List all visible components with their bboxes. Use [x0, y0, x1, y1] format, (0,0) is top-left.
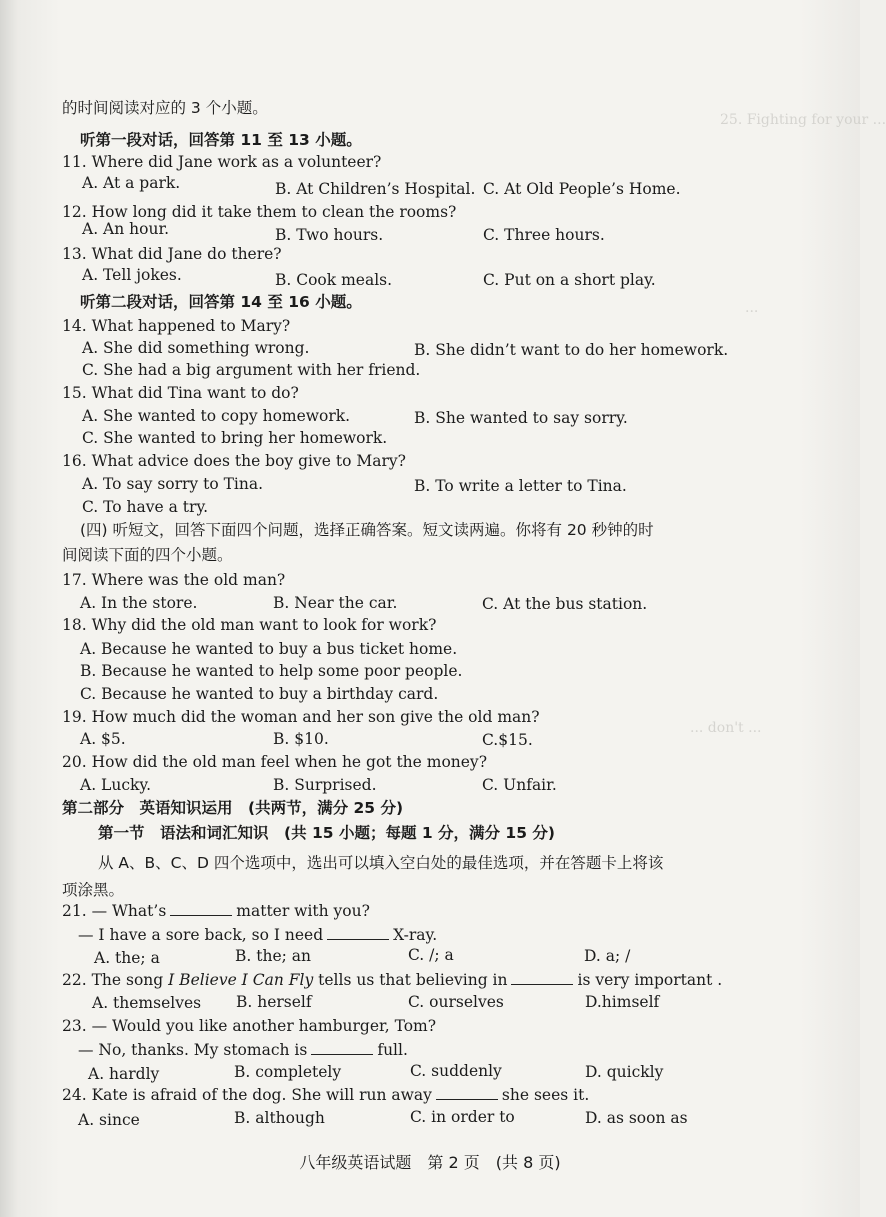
- q23-stem-line1: 23. — Would you like another hamburger, Tom?: [62, 1017, 437, 1035]
- q23-stem2-pre: — No, thanks. My stomach is: [78, 1041, 308, 1059]
- q19-stem: 19. How much did the woman and her son give the old man?: [62, 708, 540, 726]
- q16-option-a: A. To say sorry to Tina.: [82, 475, 264, 493]
- q13-option-b: B. Cook meals.: [275, 271, 393, 289]
- q13-option-a: A. Tell jokes.: [82, 266, 182, 284]
- q21-option-c: C. /; a: [408, 946, 454, 964]
- answer-blank: [436, 1085, 498, 1100]
- bleed-through: 25. Fighting for your ...: [720, 112, 886, 128]
- intro-line: 的时间阅读对应的 3 个小题。: [62, 99, 268, 117]
- q24-option-a: A. since: [78, 1111, 140, 1129]
- bleed-through: ... don't ...: [690, 720, 762, 736]
- q12-option-a: A. An hour.: [82, 220, 170, 238]
- q23-stem2-post: full.: [377, 1041, 408, 1059]
- q23-option-d: D. quickly: [585, 1063, 664, 1081]
- q14-stem: 14. What happened to Mary?: [62, 317, 291, 335]
- q16-option-c: C. To have a try.: [82, 498, 209, 516]
- q22-song-title: I Believe I Can Fly: [168, 971, 314, 989]
- q11-option-c: C. At Old People’s Home.: [483, 180, 681, 198]
- q22-stem-pre: 22. The song: [62, 971, 169, 989]
- dialogue2-heading: 听第二段对话，回答第 14 至 16 小题。: [80, 293, 362, 311]
- answer-blank: [511, 970, 573, 985]
- answer-blank: [311, 1040, 373, 1055]
- section2-title: 第二部分 英语知识运用 (共两节，满分 25 分): [62, 799, 404, 817]
- q22-option-c: C. ourselves: [408, 993, 504, 1011]
- q17-stem: 17. Where was the old man?: [62, 571, 286, 589]
- q22-stem: [62, 970, 722, 990]
- q24-stem-post: she sees it.: [501, 1086, 590, 1104]
- q21-stem-line2: [78, 925, 437, 945]
- q24-option-d: D. as soon as: [585, 1109, 688, 1127]
- q18-option-b: B. Because he wanted to help some poor people.: [80, 662, 463, 680]
- q19-option-a: A. $5.: [80, 730, 126, 748]
- q24-option-b: B. although: [234, 1109, 325, 1127]
- q24-stem: [62, 1085, 589, 1105]
- q23-option-a: A. hardly: [88, 1065, 160, 1083]
- q14-option-c: C. She had a big argument with her friend.: [82, 361, 421, 379]
- q24-stem-pre: 24. Kate is afraid of the dog. She will run away: [62, 1086, 432, 1104]
- q21-stem2-pre: — I have a sore back, so I need: [78, 926, 324, 944]
- q18-option-c: C. Because he wanted to buy a birthday card.: [80, 685, 439, 703]
- q19-option-c: C.$15.: [482, 731, 533, 749]
- q23-stem-line2: [78, 1040, 408, 1060]
- q22-option-d: D.himself: [585, 993, 660, 1011]
- q20-option-b: B. Surprised.: [273, 776, 377, 794]
- q21-option-d: D. a; /: [584, 947, 631, 965]
- section2-instruction-line1: 从 A、B、C、D 四个选项中，选出可以填入空白处的最佳选项，并在答题卡上将该: [98, 854, 664, 872]
- answer-blank: [327, 925, 389, 940]
- q13-option-c: C. Put on a short play.: [483, 271, 656, 289]
- q22-stem-post: is very important .: [577, 971, 723, 989]
- dialogue1-heading: 听第一段对话，回答第 11 至 13 小题。: [80, 131, 362, 149]
- q21-option-a: A. the; a: [94, 949, 160, 967]
- q14-option-a: A. She did something wrong.: [82, 339, 310, 357]
- q23-option-b: B. completely: [234, 1063, 342, 1081]
- q11-stem: 11. Where did Jane work as a volunteer?: [62, 153, 382, 171]
- bleed-through: ...: [745, 300, 759, 316]
- q21-stem1-pre: 21. — What’s: [62, 902, 167, 920]
- q16-option-b: B. To write a letter to Tina.: [414, 477, 627, 495]
- q21-stem1-post: matter with you?: [236, 902, 370, 920]
- q15-stem: 15. What did Tina want to do?: [62, 384, 299, 402]
- q14-option-b: B. She didn’t want to do her homework.: [414, 341, 729, 359]
- q20-stem: 20. How did the old man feel when he got the money?: [62, 753, 488, 771]
- q19-option-b: B. $10.: [273, 730, 329, 748]
- q24-option-c: C. in order to: [410, 1108, 515, 1126]
- q22-option-b: B. herself: [236, 993, 312, 1011]
- q21-stem-line1: [62, 901, 370, 921]
- q13-stem: 13. What did Jane do there?: [62, 245, 282, 263]
- q22-option-a: A. themselves: [92, 994, 202, 1012]
- q12-option-b: B. Two hours.: [275, 226, 384, 244]
- q21-option-b: B. the; an: [235, 947, 312, 965]
- answer-blank: [170, 901, 232, 916]
- q17-option-b: B. Near the car.: [273, 594, 398, 612]
- q15-option-a: A. She wanted to copy homework.: [82, 407, 351, 425]
- section2-sub1: 第一节 语法和词汇知识 (共 15 小题；每题 1 分，满分 15 分): [98, 824, 555, 842]
- q12-stem: 12. How long did it take them to clean the rooms?: [62, 203, 457, 221]
- q17-option-c: C. At the bus station.: [482, 595, 648, 613]
- q12-option-c: C. Three hours.: [483, 226, 605, 244]
- q17-option-a: A. In the store.: [80, 594, 198, 612]
- part4-instruction-line2: 间阅读下面的四个小题。: [62, 546, 233, 564]
- part4-instruction-line1: (四) 听短文，回答下面四个问题，选择正确答案。短文读两遍。你将有 20 秒钟的时: [80, 521, 654, 539]
- q20-option-a: A. Lucky.: [80, 776, 152, 794]
- q11-option-b: B. At Children’s Hospital.: [275, 180, 476, 198]
- section2-instruction-line2: 项涂黑。: [62, 881, 125, 899]
- q20-option-c: C. Unfair.: [482, 776, 557, 794]
- q11-option-a: A. At a park.: [82, 174, 181, 192]
- q18-option-a: A. Because he wanted to buy a bus ticket home.: [80, 640, 458, 658]
- q21-stem2-post: X-ray.: [393, 926, 438, 944]
- q23-option-c: C. suddenly: [410, 1062, 502, 1080]
- q22-stem-mid: tells us that believing in: [313, 971, 508, 989]
- q16-stem: 16. What advice does the boy give to Mary?: [62, 452, 406, 470]
- page-footer: 八年级英语试题 第 2 页 (共 8 页): [299, 1153, 561, 1172]
- q18-stem: 18. Why did the old man want to look for work?: [62, 616, 437, 634]
- q15-option-c: C. She wanted to bring her homework.: [82, 429, 388, 447]
- q15-option-b: B. She wanted to say sorry.: [414, 409, 628, 427]
